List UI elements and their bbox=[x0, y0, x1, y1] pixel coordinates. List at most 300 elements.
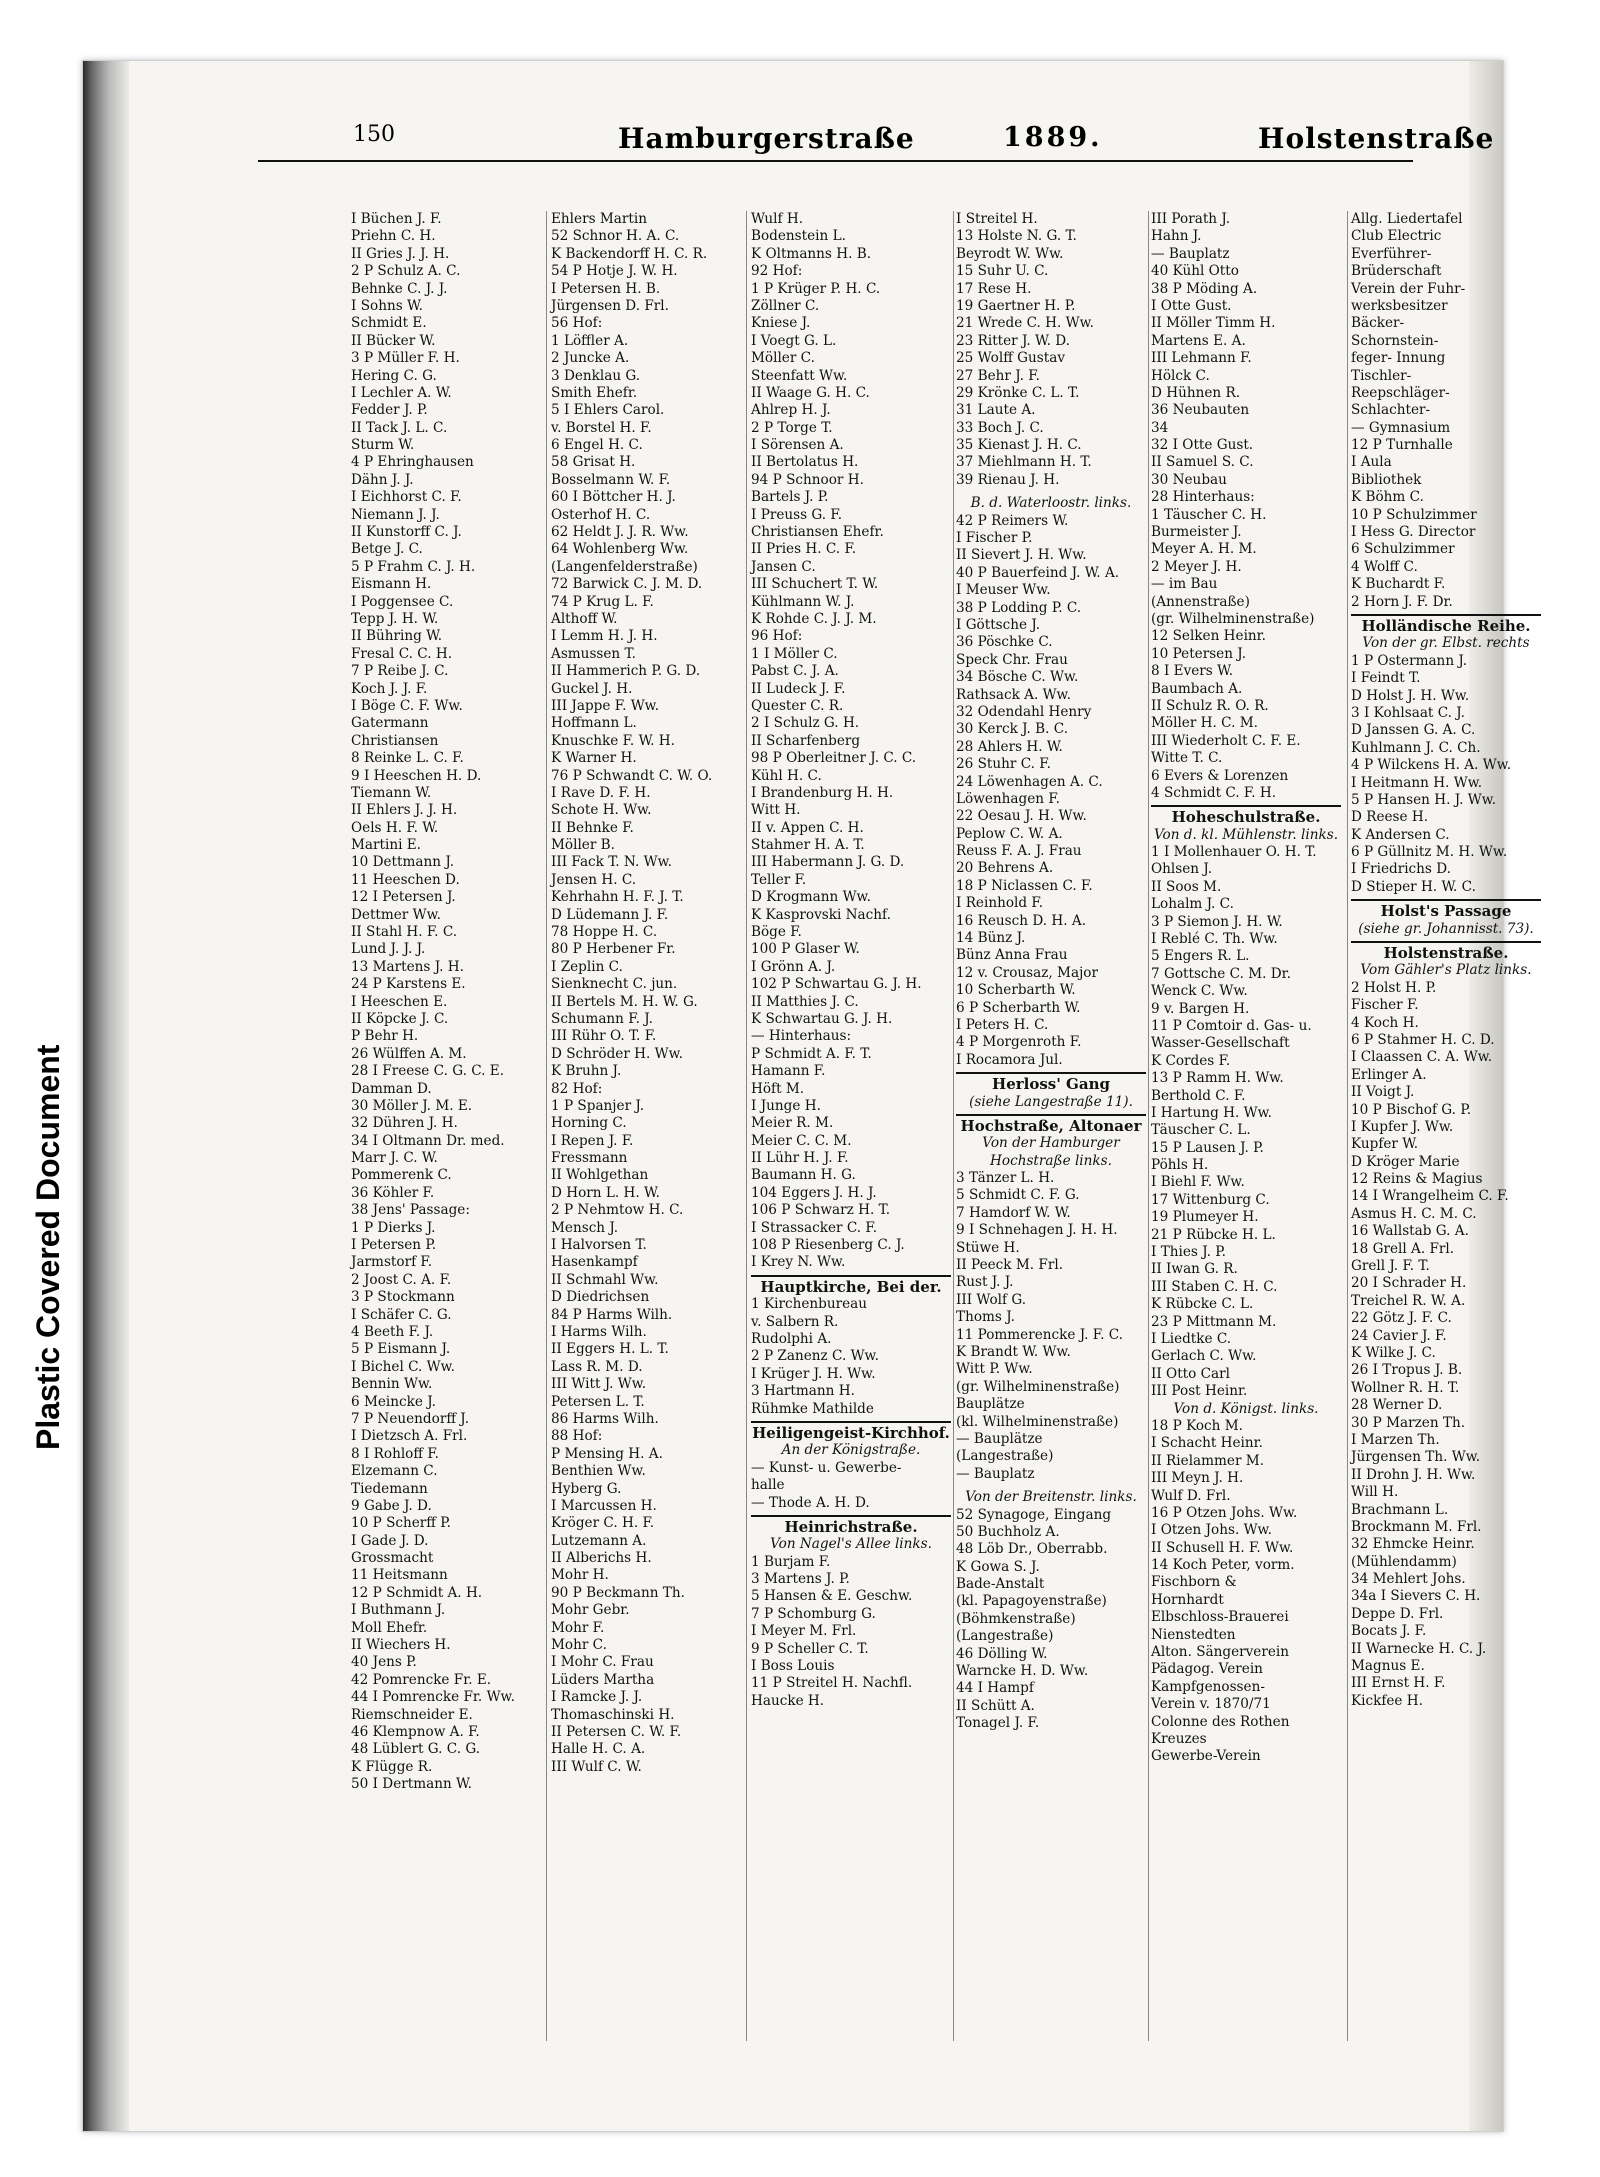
directory-entry: Everführer- bbox=[1351, 245, 1432, 262]
directory-entry: Pöhls H. bbox=[1151, 1157, 1209, 1174]
directory-entry: Magnus E. bbox=[1351, 1658, 1425, 1675]
directory-entry: III Ernst H. F. bbox=[1351, 1675, 1446, 1692]
directory-entry: II Behnke F. bbox=[551, 819, 634, 836]
directory-entry: Bade-Anstalt bbox=[956, 1576, 1045, 1593]
directory-entry: Schlachter- bbox=[1351, 402, 1431, 419]
directory-entry: II Warnecke H. C. J. bbox=[1351, 1640, 1487, 1657]
directory-entry: Ohlsen J. bbox=[1151, 861, 1213, 878]
street-subheading: B. d. Waterloostr. links. bbox=[970, 495, 1132, 512]
directory-entry: 88 Hof: bbox=[551, 1428, 603, 1445]
directory-entry: Lund J. J. J. bbox=[351, 941, 426, 958]
directory-entry: 40 Jens P. bbox=[351, 1654, 417, 1671]
directory-entry: Möller H. C. M. bbox=[1151, 715, 1258, 732]
directory-entry: 29 Krönke C. L. T. bbox=[956, 384, 1080, 401]
directory-entry: (kl. Wilhelminenstraße) bbox=[956, 1413, 1119, 1430]
directory-entry: Kupfer W. bbox=[1351, 1136, 1419, 1153]
directory-entry: I Brandenburg H. H. bbox=[751, 784, 894, 801]
directory-entry: 19 Plumeyer H. bbox=[1151, 1209, 1259, 1226]
directory-entry: D Schröder H. Ww. bbox=[551, 1045, 683, 1062]
directory-entry: Dettmer Ww. bbox=[351, 906, 441, 923]
directory-entry: Grossmacht bbox=[351, 1550, 434, 1567]
directory-entry: D Lüdemann J. F. bbox=[551, 906, 669, 923]
directory-entry: 6 Engel H. C. bbox=[551, 437, 643, 454]
directory-entry: v. Salbern R. bbox=[751, 1313, 839, 1330]
directory-entry: II Schulz R. O. R. bbox=[1151, 697, 1269, 714]
directory-entry: Bartels J. P. bbox=[751, 489, 829, 506]
directory-entry: I Mohr C. Frau bbox=[551, 1654, 654, 1671]
directory-entry: 42 P Reimers W. bbox=[956, 512, 1069, 529]
directory-entry: II Bücker W. bbox=[351, 332, 436, 349]
directory-entry: 5 Engers R. L. bbox=[1151, 948, 1250, 965]
directory-entry: I Petersen P. bbox=[351, 1237, 437, 1254]
directory-entry: 3 Denklau G. bbox=[551, 367, 641, 384]
directory-entry: 16 Reusch D. H. A. bbox=[956, 912, 1087, 929]
directory-entry: 15 P Lausen J. P. bbox=[1151, 1139, 1264, 1156]
directory-entry: K Andersen C. bbox=[1351, 826, 1450, 843]
directory-entry: Hamann F. bbox=[751, 1063, 826, 1080]
street-subheading: (siehe Langestraße 11). bbox=[969, 1093, 1133, 1110]
directory-entry: II Scharfenberg bbox=[751, 732, 861, 749]
directory-entry: Martens E. A. bbox=[1151, 332, 1246, 349]
directory-entry: I Sohns W. bbox=[351, 297, 423, 314]
directory-entry: K Buchardt F. bbox=[1351, 576, 1446, 593]
directory-entry: 34 Mehlert Johs. bbox=[1351, 1571, 1466, 1588]
directory-entry: II Wohlgethan bbox=[551, 1167, 649, 1184]
directory-entry: D Krogmann Ww. bbox=[751, 889, 871, 906]
directory-entry: (Mühlendamm) bbox=[1351, 1553, 1457, 1570]
directory-entry: 10 P Bischof G. P. bbox=[1351, 1101, 1472, 1118]
directory-columns bbox=[351, 211, 1541, 2041]
directory-entry: 86 Harms Wilh. bbox=[551, 1410, 659, 1427]
directory-entry: Marr J. C. W. bbox=[351, 1150, 438, 1167]
directory-entry: Hahn J. bbox=[1151, 228, 1202, 245]
directory-entry: K Cordes F. bbox=[1151, 1052, 1231, 1069]
directory-entry: Martini E. bbox=[351, 837, 421, 854]
directory-entry: II Rielammer M. bbox=[1151, 1452, 1265, 1469]
directory-entry: II Wiechers H. bbox=[351, 1637, 451, 1654]
directory-entry: 46 Klempnow A. F. bbox=[351, 1723, 480, 1740]
directory-entry: D Janssen G. A. C. bbox=[1351, 722, 1476, 739]
directory-entry: I Hartung H. Ww. bbox=[1151, 1104, 1272, 1121]
directory-entry: Lass R. M. D. bbox=[551, 1358, 643, 1375]
directory-entry: 34 bbox=[1151, 419, 1169, 436]
directory-entry: 36 Köhler F. bbox=[351, 1184, 435, 1201]
directory-entry: Tiemann W. bbox=[351, 784, 432, 801]
directory-entry: III Meyn J. H. bbox=[1151, 1470, 1244, 1487]
directory-entry: I Otzen Johs. Ww. bbox=[1151, 1522, 1272, 1539]
street-heading: Hauptkirche, Bei der. bbox=[751, 1275, 951, 1296]
directory-entry: III Jappe F. Ww. bbox=[551, 697, 660, 714]
directory-entry: K Kasprovski Nachf. bbox=[751, 906, 891, 923]
directory-entry: 28 Werner D. bbox=[1351, 1397, 1443, 1414]
directory-entry: 5 P Hansen H. J. Ww. bbox=[1351, 791, 1497, 808]
directory-entry: Brüderschaft bbox=[1351, 263, 1442, 280]
directory-entry: Wulf H. bbox=[751, 211, 804, 227]
directory-entry: — im Bau bbox=[1151, 576, 1218, 593]
directory-entry: 38 P Lodding P. C. bbox=[956, 599, 1082, 616]
side-label-text: Plastic Covered Document bbox=[30, 1044, 66, 1450]
directory-entry: 4 Wolff C. bbox=[1351, 558, 1418, 575]
directory-entry: I Otte Gust. bbox=[1151, 297, 1232, 314]
street-heading: Herloss' Gang bbox=[956, 1072, 1146, 1093]
directory-entry: K Backendorff H. C. R. bbox=[551, 245, 708, 262]
street-subheading: Von der gr. Elbst. rechts bbox=[1362, 635, 1530, 652]
directory-entry: Lohalm J. C. bbox=[1151, 896, 1234, 913]
directory-entry: 28 Hinterhaus: bbox=[1151, 489, 1255, 506]
directory-entry: Beyrodt W. Ww. bbox=[956, 245, 1064, 262]
directory-entry: Verein der Fuhr- bbox=[1351, 280, 1466, 297]
street-subheading: Von d. kl. Mühlenstr. links. bbox=[1153, 826, 1339, 843]
column-6 bbox=[1351, 211, 1541, 2041]
directory-entry: II Stahl H. F. C. bbox=[351, 924, 458, 941]
street-heading: Heinrichstraße. bbox=[751, 1515, 951, 1536]
directory-entry: 6 P Güllnitz M. H. Ww. bbox=[1351, 844, 1508, 861]
directory-entry: 3 P Müller F. H. bbox=[351, 350, 460, 367]
directory-entry: Lutzemann A. bbox=[551, 1532, 647, 1549]
directory-entry: 7 P Neuendorff J. bbox=[351, 1410, 470, 1427]
directory-entry: 30 Kerck J. B. C. bbox=[956, 721, 1069, 738]
directory-entry: 38 Jens' Passage: bbox=[351, 1202, 470, 1219]
directory-entry: 92 Hof: bbox=[751, 263, 803, 280]
directory-entry: Meyer A. H. M. bbox=[1151, 541, 1257, 558]
directory-entry: — Kunst- u. Gewerbe- bbox=[751, 1459, 902, 1476]
directory-entry: Gerlach C. Ww. bbox=[1151, 1348, 1257, 1365]
directory-entry: I Heeschen E. bbox=[351, 993, 448, 1010]
directory-entry: (kl. Papagoyenstraße) bbox=[956, 1593, 1107, 1610]
directory-entry: Witt P. Ww. bbox=[956, 1361, 1033, 1378]
directory-entry: 16 P Otzen Johs. Ww. bbox=[1151, 1504, 1298, 1521]
side-label bbox=[18, 950, 78, 1450]
directory-entry: 1 I Möller C. bbox=[751, 645, 838, 662]
directory-entry: Fischer F. bbox=[1351, 997, 1419, 1014]
street-subheading: Von der Hamburger bbox=[982, 1135, 1120, 1152]
directory-entry: 1 Kirchenbureau bbox=[751, 1296, 867, 1313]
directory-entry: 24 Cavier J. F. bbox=[1351, 1327, 1447, 1344]
directory-entry: 2 Juncke A. bbox=[551, 350, 630, 367]
directory-entry: I Schacht Heinr. bbox=[1151, 1435, 1263, 1452]
directory-entry: 102 P Schwartau G. J. H. bbox=[751, 976, 922, 993]
directory-entry: 32 Dühren J. H. bbox=[351, 1115, 458, 1132]
directory-entry: K Rohde C. J. J. M. bbox=[751, 610, 877, 627]
directory-entry: II Möller Timm H. bbox=[1151, 315, 1276, 332]
column-4 bbox=[956, 211, 1146, 2041]
directory-entry: Tepp J. H. W. bbox=[351, 610, 439, 627]
directory-entry: I Liedtke C. bbox=[1151, 1331, 1232, 1347]
directory-entry: 4 Schmidt C. F. H. bbox=[1151, 784, 1277, 801]
directory-entry: Ahlrep H. J. bbox=[751, 402, 831, 419]
directory-entry: 9 P Scheller C. T. bbox=[751, 1640, 869, 1657]
directory-entry: 32 Ehmcke Heinr. bbox=[1351, 1536, 1475, 1553]
directory-entry: 12 Selken Heinr. bbox=[1151, 628, 1267, 645]
directory-entry: 48 Löb Dr., Oberrabb. bbox=[956, 1541, 1108, 1558]
directory-entry: 42 Pomrencke Fr. E. bbox=[351, 1671, 492, 1688]
directory-entry: D Kröger Marie bbox=[1351, 1153, 1460, 1170]
directory-entry: III Porath J. bbox=[1151, 211, 1231, 227]
directory-entry: Moll Ehefr. bbox=[351, 1619, 428, 1636]
directory-entry: 16 Wallstab G. A. bbox=[1351, 1223, 1469, 1240]
directory-entry: Asmussen T. bbox=[551, 645, 636, 662]
directory-entry: Colonne des Rothen bbox=[1151, 1713, 1290, 1730]
directory-entry: 34 I Oltmann Dr. med. bbox=[351, 1132, 505, 1149]
directory-entry: II Peeck M. Frl. bbox=[956, 1257, 1064, 1274]
directory-entry: I Grönn A. J. bbox=[751, 958, 836, 975]
directory-entry: — Bauplätze bbox=[956, 1430, 1043, 1447]
directory-entry: Jansen C. bbox=[751, 558, 816, 575]
directory-entry: (Böhmkenstraße) bbox=[956, 1610, 1076, 1627]
directory-entry: 7 Gottsche C. M. Dr. bbox=[1151, 965, 1291, 982]
directory-entry: Bibliothek bbox=[1351, 471, 1422, 488]
directory-entry: 10 Dettmann J. bbox=[351, 854, 455, 871]
directory-entry: 4 Koch H. bbox=[1351, 1014, 1419, 1031]
directory-entry: (Langestraße) bbox=[956, 1448, 1054, 1465]
directory-entry: Burmeister J. bbox=[1151, 524, 1242, 541]
right-street-title: Holstenstraße bbox=[1258, 122, 1495, 155]
directory-entry: Pädagog. Verein bbox=[1151, 1661, 1263, 1678]
directory-entry: 50 I Dertmann W. bbox=[351, 1776, 472, 1793]
directory-entry: 10 Petersen J. bbox=[1151, 645, 1247, 662]
directory-entry: 8 I Evers W. bbox=[1151, 663, 1234, 680]
directory-entry: 56 Hof: bbox=[551, 315, 603, 332]
directory-entry: Damman D. bbox=[351, 1080, 432, 1097]
directory-entry: Witte T. C. bbox=[1151, 750, 1223, 767]
directory-entry: 12 Reins & Magius bbox=[1351, 1171, 1483, 1188]
directory-entry: Allg. Liedertafel bbox=[1351, 211, 1463, 227]
directory-entry: 9 I Heeschen H. D. bbox=[351, 767, 482, 784]
directory-entry: I Halvorsen T. bbox=[551, 1237, 647, 1254]
directory-entry: (Langenfelderstraße) bbox=[551, 558, 698, 575]
directory-entry: 14 Bünz J. bbox=[956, 930, 1026, 947]
directory-entry: I Reblé C. Th. Ww. bbox=[1151, 931, 1278, 948]
directory-entry: Betge J. C. bbox=[351, 541, 423, 558]
left-street-title: Hamburgerstraße bbox=[618, 122, 915, 155]
directory-entry: 76 P Schwandt C. W. O. bbox=[551, 767, 713, 784]
street-subheading: (siehe gr. Johannisst. 73). bbox=[1358, 920, 1534, 937]
directory-entry: Horning C. bbox=[551, 1115, 627, 1132]
directory-entry: II Lühr H. J. F. bbox=[751, 1150, 849, 1167]
directory-entry: III Staben C. H. C. bbox=[1151, 1278, 1278, 1295]
directory-entry: I Krüger J. H. Ww. bbox=[751, 1365, 876, 1382]
directory-entry: 8 I Rohloff F. bbox=[351, 1445, 439, 1462]
directory-entry: Jensen H. C. bbox=[551, 871, 637, 888]
directory-entry: 30 Möller J. M. E. bbox=[351, 1097, 473, 1114]
directory-entry: II Kunstorff C. J. bbox=[351, 524, 462, 541]
directory-entry: I Marzen Th. bbox=[1351, 1431, 1440, 1448]
directory-entry: I Büchen J. F. bbox=[351, 211, 442, 227]
directory-entry: Niemann J. J. bbox=[351, 506, 440, 523]
directory-entry: 5 Schmidt C. F. G. bbox=[956, 1187, 1080, 1204]
directory-entry: 22 Oesau J. H. Ww. bbox=[956, 808, 1087, 825]
directory-entry: Tischler- bbox=[1351, 367, 1412, 384]
directory-entry: v. Borstel H. F. bbox=[551, 419, 652, 436]
column-divider bbox=[953, 211, 954, 2041]
directory-entry: 58 Grisat H. bbox=[551, 454, 636, 471]
directory-entry: Schote H. Ww. bbox=[551, 802, 652, 819]
directory-entry: Smith Ehefr. bbox=[551, 384, 638, 401]
directory-entry: Hölck C. bbox=[1151, 367, 1210, 384]
directory-entry: Gatermann bbox=[351, 715, 429, 732]
directory-entry: D Reese H. bbox=[1351, 809, 1429, 826]
directory-entry: I Dietzsch A. Frl. bbox=[351, 1428, 468, 1445]
directory-entry: II Köpcke J. C. bbox=[351, 1010, 449, 1027]
directory-entry: Rust J. J. bbox=[956, 1274, 1014, 1291]
directory-entry: I Harms Wilh. bbox=[551, 1324, 647, 1340]
directory-entry: Riemschneider E. bbox=[351, 1706, 473, 1723]
directory-entry: 10 P Scherff P. bbox=[351, 1515, 452, 1532]
directory-entry: 5 P Frahm C. J. H. bbox=[351, 558, 476, 575]
directory-entry: I Feindt T. bbox=[1351, 670, 1421, 687]
directory-entry: 3 P Siemon J. H. W. bbox=[1151, 913, 1283, 930]
directory-entry: Bodenstein L. bbox=[751, 228, 846, 245]
directory-entry: 19 Gaertner H. P. bbox=[956, 297, 1076, 314]
directory-entry: 44 I Hampf bbox=[956, 1680, 1034, 1697]
directory-entry: 27 Behr J. F. bbox=[956, 367, 1040, 384]
directory-entry: Kühl H. C. bbox=[751, 767, 822, 784]
directory-entry: Tonagel J. F. bbox=[956, 1715, 1040, 1732]
directory-entry: 3 P Stockmann bbox=[351, 1289, 455, 1306]
directory-entry: K Bruhn J. bbox=[551, 1063, 622, 1080]
directory-entry: III Fack T. N. Ww. bbox=[551, 854, 672, 871]
directory-entry: II v. Appen C. H. bbox=[751, 819, 864, 836]
directory-entry: Priehn C. H. bbox=[351, 228, 436, 245]
directory-entry: Bennin Ww. bbox=[351, 1376, 433, 1393]
directory-entry: I Gade J. D. bbox=[351, 1532, 429, 1549]
directory-entry: II Bühring W. bbox=[351, 628, 443, 645]
directory-entry: 52 Schnor H. A. C. bbox=[551, 228, 680, 245]
directory-entry: Schornstein- bbox=[1351, 332, 1439, 349]
directory-entry: I Rocamora Jul. bbox=[956, 1051, 1063, 1068]
directory-entry: werksbesitzer bbox=[1351, 297, 1448, 314]
directory-entry: 1 P Spanjer J. bbox=[551, 1097, 645, 1114]
directory-entry: III Wolf G. bbox=[956, 1291, 1027, 1308]
directory-entry: K Brandt W. Ww. bbox=[956, 1344, 1071, 1360]
column-2 bbox=[551, 211, 741, 2041]
directory-entry: II Samuel S. C. bbox=[1151, 454, 1254, 471]
directory-entry: Bauplätze bbox=[956, 1396, 1025, 1413]
directory-entry: Brachmann L. bbox=[1351, 1501, 1449, 1518]
directory-entry: I Friedrichs D. bbox=[1351, 861, 1451, 878]
directory-entry: II Tack J. L. C. bbox=[351, 419, 448, 436]
directory-entry: Möller B. bbox=[551, 837, 615, 854]
directory-entry: I Biehl F. Ww. bbox=[1151, 1174, 1245, 1191]
directory-entry: 13 P Ramm H. Ww. bbox=[1151, 1070, 1284, 1087]
directory-entry: 108 P Riesenberg C. J. bbox=[751, 1237, 905, 1254]
directory-entry: 9 Gabe J. D. bbox=[351, 1497, 432, 1514]
directory-entry: 26 Stuhr C. F. bbox=[956, 756, 1051, 773]
directory-entry: I Zeplin C. bbox=[551, 958, 623, 975]
directory-entry: 84 P Harms Wilh. bbox=[551, 1306, 673, 1323]
directory-entry: 23 P Mittmann M. bbox=[1151, 1313, 1277, 1330]
directory-entry: K Böhm C. bbox=[1351, 489, 1424, 506]
directory-entry: I Göttsche J. bbox=[956, 616, 1041, 633]
directory-entry: II Hammerich P. G. D. bbox=[551, 663, 701, 680]
directory-entry: 2 I Schulz G. H. bbox=[751, 715, 860, 732]
directory-entry: Schmidt E. bbox=[351, 315, 427, 332]
directory-entry: D Stieper H. W. C. bbox=[1351, 878, 1476, 895]
directory-entry: Bosselmann W. F. bbox=[551, 471, 671, 488]
directory-entry: 24 P Karstens E. bbox=[351, 976, 466, 993]
street-heading: Holst's Passage bbox=[1351, 899, 1541, 920]
directory-entry: 40 Kühl Otto bbox=[1151, 263, 1239, 280]
directory-entry: I Boss Louis bbox=[751, 1658, 835, 1675]
directory-entry: Baumann H. G. bbox=[751, 1167, 856, 1184]
directory-entry: I Lemm H. J. H. bbox=[551, 628, 658, 645]
directory-entry: K Gowa S. J. bbox=[956, 1558, 1040, 1575]
directory-entry: I Schäfer C. G. bbox=[351, 1306, 452, 1323]
directory-entry: 14 I Wrangelheim C. F. bbox=[1351, 1188, 1509, 1205]
directory-entry: Ehlers Martin bbox=[551, 211, 647, 227]
street-subheading: Von d. Königst. links. bbox=[1173, 1400, 1319, 1417]
directory-entry: 96 Hof: bbox=[751, 628, 803, 645]
directory-entry: 62 Heldt J. J. R. Ww. bbox=[551, 524, 689, 541]
directory-entry: 74 P Krug L. F. bbox=[551, 593, 654, 610]
directory-entry: III Schuchert T. W. bbox=[751, 576, 879, 593]
directory-entry: I Meyer M. Frl. bbox=[751, 1623, 857, 1640]
directory-entry: Kröger C. H. F. bbox=[551, 1515, 655, 1532]
directory-entry: I Reinhold F. bbox=[956, 895, 1044, 912]
directory-entry: Brockmann M. Frl. bbox=[1351, 1518, 1482, 1535]
directory-entry: Wulf D. Frl. bbox=[1151, 1487, 1231, 1504]
directory-entry: 2 Horn J. F. Dr. bbox=[1351, 593, 1453, 610]
directory-entry: Tiedemann bbox=[351, 1480, 428, 1497]
directory-entry: II Ludeck J. F. bbox=[751, 680, 846, 697]
directory-entry: D Horn L. H. W. bbox=[551, 1184, 660, 1201]
directory-entry: 7 P Reibe J. C. bbox=[351, 663, 449, 680]
directory-entry: I Voegt G. L. bbox=[751, 332, 837, 349]
directory-entry: III Wiederholt C. F. E. bbox=[1151, 732, 1301, 749]
directory-entry: 2 Holst H. P. bbox=[1351, 979, 1437, 996]
directory-entry: I Claassen C. A. Ww. bbox=[1351, 1049, 1493, 1066]
directory-entry: 5 I Ehlers Carol. bbox=[551, 402, 665, 419]
directory-entry: Gewerbe-Verein bbox=[1151, 1748, 1261, 1765]
directory-entry: Mohr Gebr. bbox=[551, 1602, 630, 1619]
directory-entry: Reuss F. A. J. Frau bbox=[956, 843, 1082, 860]
directory-entry: Osterhof H. C. bbox=[551, 506, 651, 523]
directory-entry: II Schmahl Ww. bbox=[551, 1271, 659, 1288]
directory-entry: Fischborn & bbox=[1151, 1574, 1237, 1591]
directory-entry: Eismann H. bbox=[351, 576, 432, 593]
directory-entry: 100 P Glaser W. bbox=[751, 941, 860, 958]
directory-entry: I Eichhorst C. F. bbox=[351, 489, 462, 506]
directory-entry: 2 Joost C. A. F. bbox=[351, 1271, 452, 1288]
directory-entry: — Hinterhaus: bbox=[751, 1028, 852, 1045]
directory-entry: II Sievert J. H. Ww. bbox=[956, 547, 1087, 564]
directory-entry: II Gries J. J. H. bbox=[351, 245, 450, 262]
directory-entry: Warncke H. D. Ww. bbox=[956, 1663, 1089, 1680]
directory-entry: Petersen L. T. bbox=[551, 1393, 645, 1410]
directory-entry: Mohr F. bbox=[551, 1619, 605, 1636]
directory-entry: Pommerenk C. bbox=[351, 1167, 452, 1184]
directory-entry: I Böge C. F. Ww. bbox=[351, 697, 463, 714]
directory-entry: Möller C. bbox=[751, 350, 815, 367]
column-5 bbox=[1151, 211, 1341, 2041]
directory-entry: 34a I Sievers C. H. bbox=[1351, 1588, 1481, 1605]
directory-entry: Meier R. M. bbox=[751, 1115, 834, 1132]
directory-entry: 12 I Petersen J. bbox=[351, 889, 456, 906]
directory-entry: 10 Scherbarth W. bbox=[956, 982, 1076, 999]
directory-entry: D Hühnen R. bbox=[1151, 384, 1241, 401]
street-heading: Hochstraße, Altonaer bbox=[956, 1114, 1146, 1135]
directory-entry: I Poggensee C. bbox=[351, 593, 454, 610]
directory-entry: 80 P Herbener Fr. bbox=[551, 941, 676, 958]
directory-entry: Althoff W. bbox=[551, 610, 618, 627]
directory-entry: Dähn J. J. bbox=[351, 471, 414, 488]
directory-entry: 21 Wrede C. H. Ww. bbox=[956, 315, 1094, 332]
directory-entry: Hornhardt bbox=[1151, 1591, 1224, 1608]
directory-entry: 8 Reinke L. C. F. bbox=[351, 750, 464, 767]
directory-entry: Alton. Sängerverein bbox=[1151, 1644, 1289, 1661]
page-header bbox=[258, 116, 1495, 162]
directory-entry: 34 Bösche C. Ww. bbox=[956, 669, 1079, 686]
